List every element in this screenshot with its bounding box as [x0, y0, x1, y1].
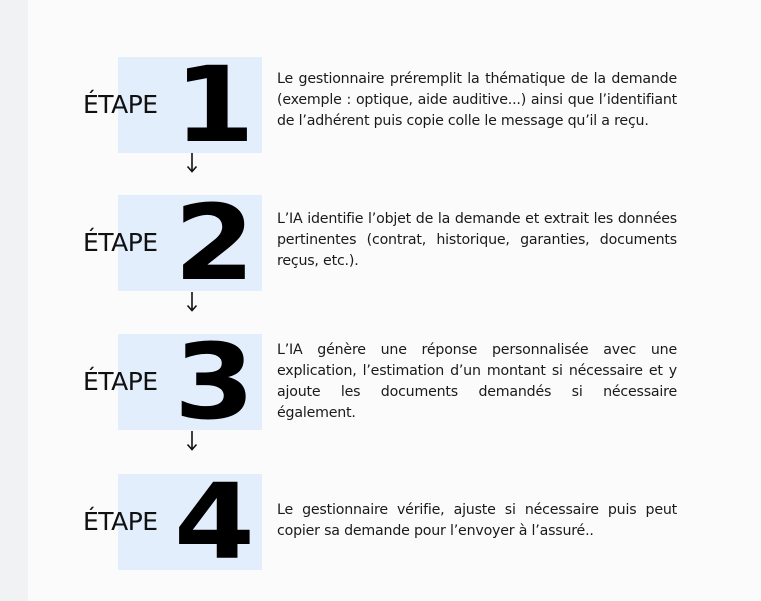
step-description: L’IA identifie l’objet de la demande et extrait les données pertinentes (contrat, historique, garanties, documents reçus, etc.).: [277, 211, 677, 269]
step-number: 2: [173, 182, 249, 304]
step-label: ÉTAPE: [83, 367, 158, 396]
step-number: 4: [173, 461, 249, 583]
arrow-down-icon: [185, 430, 199, 452]
step-label: ÉTAPE: [83, 228, 158, 257]
step-label: ÉTAPE: [83, 90, 158, 119]
step-4: [28, 461, 761, 583]
step-description: L’IA génère une réponse personnalisée avec une explication, l’estimation d’un montant si nécessaire et y ajoute les documents demandés si nécessaire également.: [277, 342, 677, 421]
step-1: [28, 44, 761, 166]
arrow-down-icon: [185, 291, 199, 313]
step-number: 3: [173, 321, 249, 443]
step-number: 1: [173, 44, 249, 166]
step-description: Le gestionnaire vérifie, ajuste si nécessaire puis peut copier sa demande pour l’envoyer à l’assuré..: [277, 502, 677, 539]
step-description: Le gestionnaire préremplit la thématique de la demande (exemple : optique, aide auditive...) ainsi que l’identifiant de l’adhérent puis copie colle le message qu’il a reçu.: [277, 71, 677, 129]
step-label: ÉTAPE: [83, 507, 158, 536]
step-3: [28, 321, 761, 443]
process-steps-document: [28, 0, 761, 601]
arrow-down-icon: [185, 152, 199, 174]
step-2: [28, 182, 761, 304]
